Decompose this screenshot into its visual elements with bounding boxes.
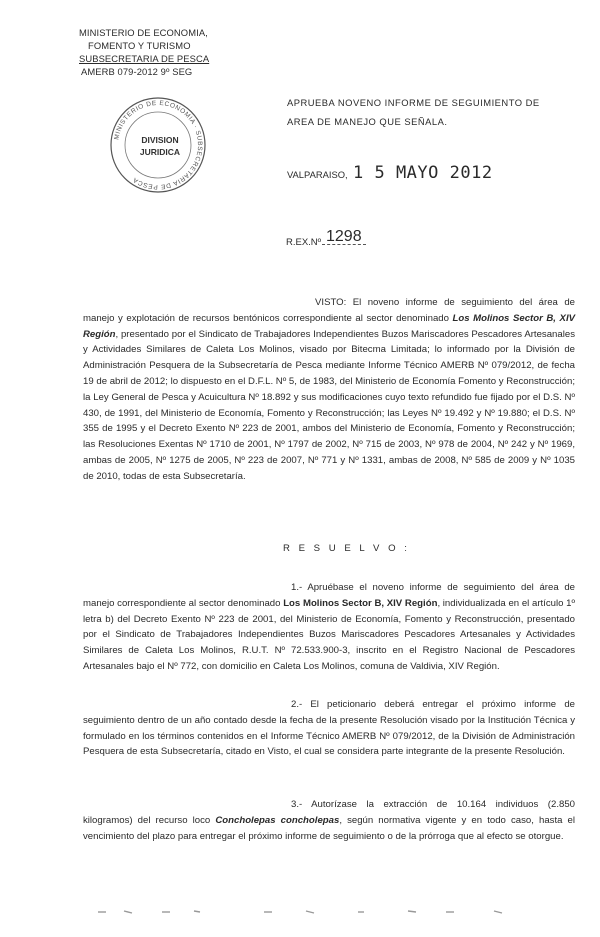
item3-lead: 3.- Autorízase la extracción de 10.164 individuos (2.850 kilogramos) del recurso loco (83, 799, 575, 826)
scan-artifacts (96, 907, 506, 917)
ministry-name-2: FOMENTO Y TURISMO (88, 40, 191, 51)
item1-rest: , individualizada en el artículo 1º letra b) del Decreto Exento Nº 223 de 2001, del Ministerio de Economía, Fomento y Reconstrucción, presentado por el Sindicato de Trabajadores Independientes Buzos Mariscadores Pescadores Artesanales y Actividades Similares de Caleta Los Molinos, R.U.T. Nº 72.533.900-3, inscrito en el Registro Nacional de Pescadores Artesanales bajo el Nº 772, con domicilio en Caleta Los Molinos, comuna de Valdivia, XIV Región. (83, 597, 575, 672)
resolution-item-3 (83, 797, 575, 844)
item3-rest: , según normativa vigente y en todo caso, hasta el vencimiento del plazo para entregar el próximo informe de seguimiento o de la prórroga que al efecto se otorgue. (83, 814, 576, 842)
visto-rest: , presentado por el Sindicato de Trabajadores Independientes Buzos Mariscadores Pescadores Artesanales y Actividades Similares de Caleta Los Molinos, visado por Bitecma Limitada; lo informado por la División de Administración Pesquera de la Subsecretaría de Pesca mediante Informe Técnico AMERB Nº 079/2012, de fecha 19 de abril de 2012; lo dispuesto en el D.F.L. Nº 5, de 1983, del Ministerio de Economía Fomento y Reconstrucción; la Ley General de Pesca y Acuicultura Nº 18.892 y sus modificaciones cuyo texto refundido fue fijado por el D.S. Nº 430, de 1991, del Ministerio de Economía, Fomento y Reconstrucción; las Leyes Nº 19.492 y Nº 19.880; el D.S. Nº 355 de 1995 y el Decreto Exento Nº 223 de 2001, ambos del Ministerio de Economía, Fomento y Reconstrucción; las Resoluciones Exentas Nº 1710 de 2001, Nº 1797 de 2002, Nº 715 de 2003, Nº 978 de 2004, Nº 242 y Nº 1969, ambas de 2005, Nº 1275 de 2005, Nº 223 de 2007, Nº 771 y Nº 1331, ambas de 2008, Nº 585 de 2009 y Nº 1035 de 2010, todas de esta Subsecretaría. (83, 328, 575, 482)
seal-ring-text: MINISTERIO DE ECONOMIA · SUBSECRETARIA DE PESCA (113, 99, 204, 191)
item1-lead: 1.- Apruébase el noveno informe de seguimiento del área de manejo correspondiente al sector denominado (83, 582, 575, 609)
subsecretaria-name: SUBSECRETARIA DE PESCA (79, 53, 210, 64)
item3-species: Concholepas concholepas (215, 814, 340, 826)
juridica-seal-stamp (108, 95, 208, 195)
resuelvo-heading: R E S U E L V O : (283, 543, 410, 554)
ministry-header (79, 26, 209, 78)
resolution-item-1 (83, 580, 575, 675)
reference-code: AMERB 079-2012 9º SEG (81, 66, 193, 77)
date-stamp: 1 5 MAYO 2012 (353, 163, 493, 183)
resolution-label: R.EX.Nº (286, 237, 322, 248)
svg-text:MINISTERIO DE ECONOMIA · SUBSE (113, 100, 203, 190)
resolution-item-2 (83, 697, 575, 760)
document-subject: APRUEBA NOVENO INFORME DE SEGUIMIENTO DE AREA DE MANEJO QUE SEÑALA. (287, 97, 540, 127)
seal-center-line2: JURIDICA (139, 147, 181, 157)
ministry-name: MINISTERIO DE ECONOMIA, (79, 27, 208, 38)
visto-lead: VISTO: El noveno informe de seguimiento del área de manejo y explotación de recursos bentónicos correspondiente al sector denominado (83, 297, 575, 324)
visto-paragraph (83, 295, 575, 485)
date-place: VALPARAISO, (287, 169, 348, 180)
resolution-number-line (322, 244, 366, 245)
resolution-number: 1298 (326, 228, 362, 245)
item2-text: 2.- El peticionario deberá entregar el próximo informe de seguimiento dentro de un año contado desde la fecha de la presente Resolución visado por la Institución Técnica y formulado en los términos contenidos en el Informe Técnico AMERB Nº 079/2012, de la División de Administración Pesquera de esta Subsecretaría, citado en Visto, el cual se considera parte integrante de la presente Resolución. (83, 699, 575, 758)
item1-sector: Los Molinos Sector B, XIV Región (283, 597, 438, 609)
seal-center-line1: DIVISION (141, 135, 179, 145)
visto-sector: Los Molinos Sector B, XIV Región (83, 312, 576, 340)
